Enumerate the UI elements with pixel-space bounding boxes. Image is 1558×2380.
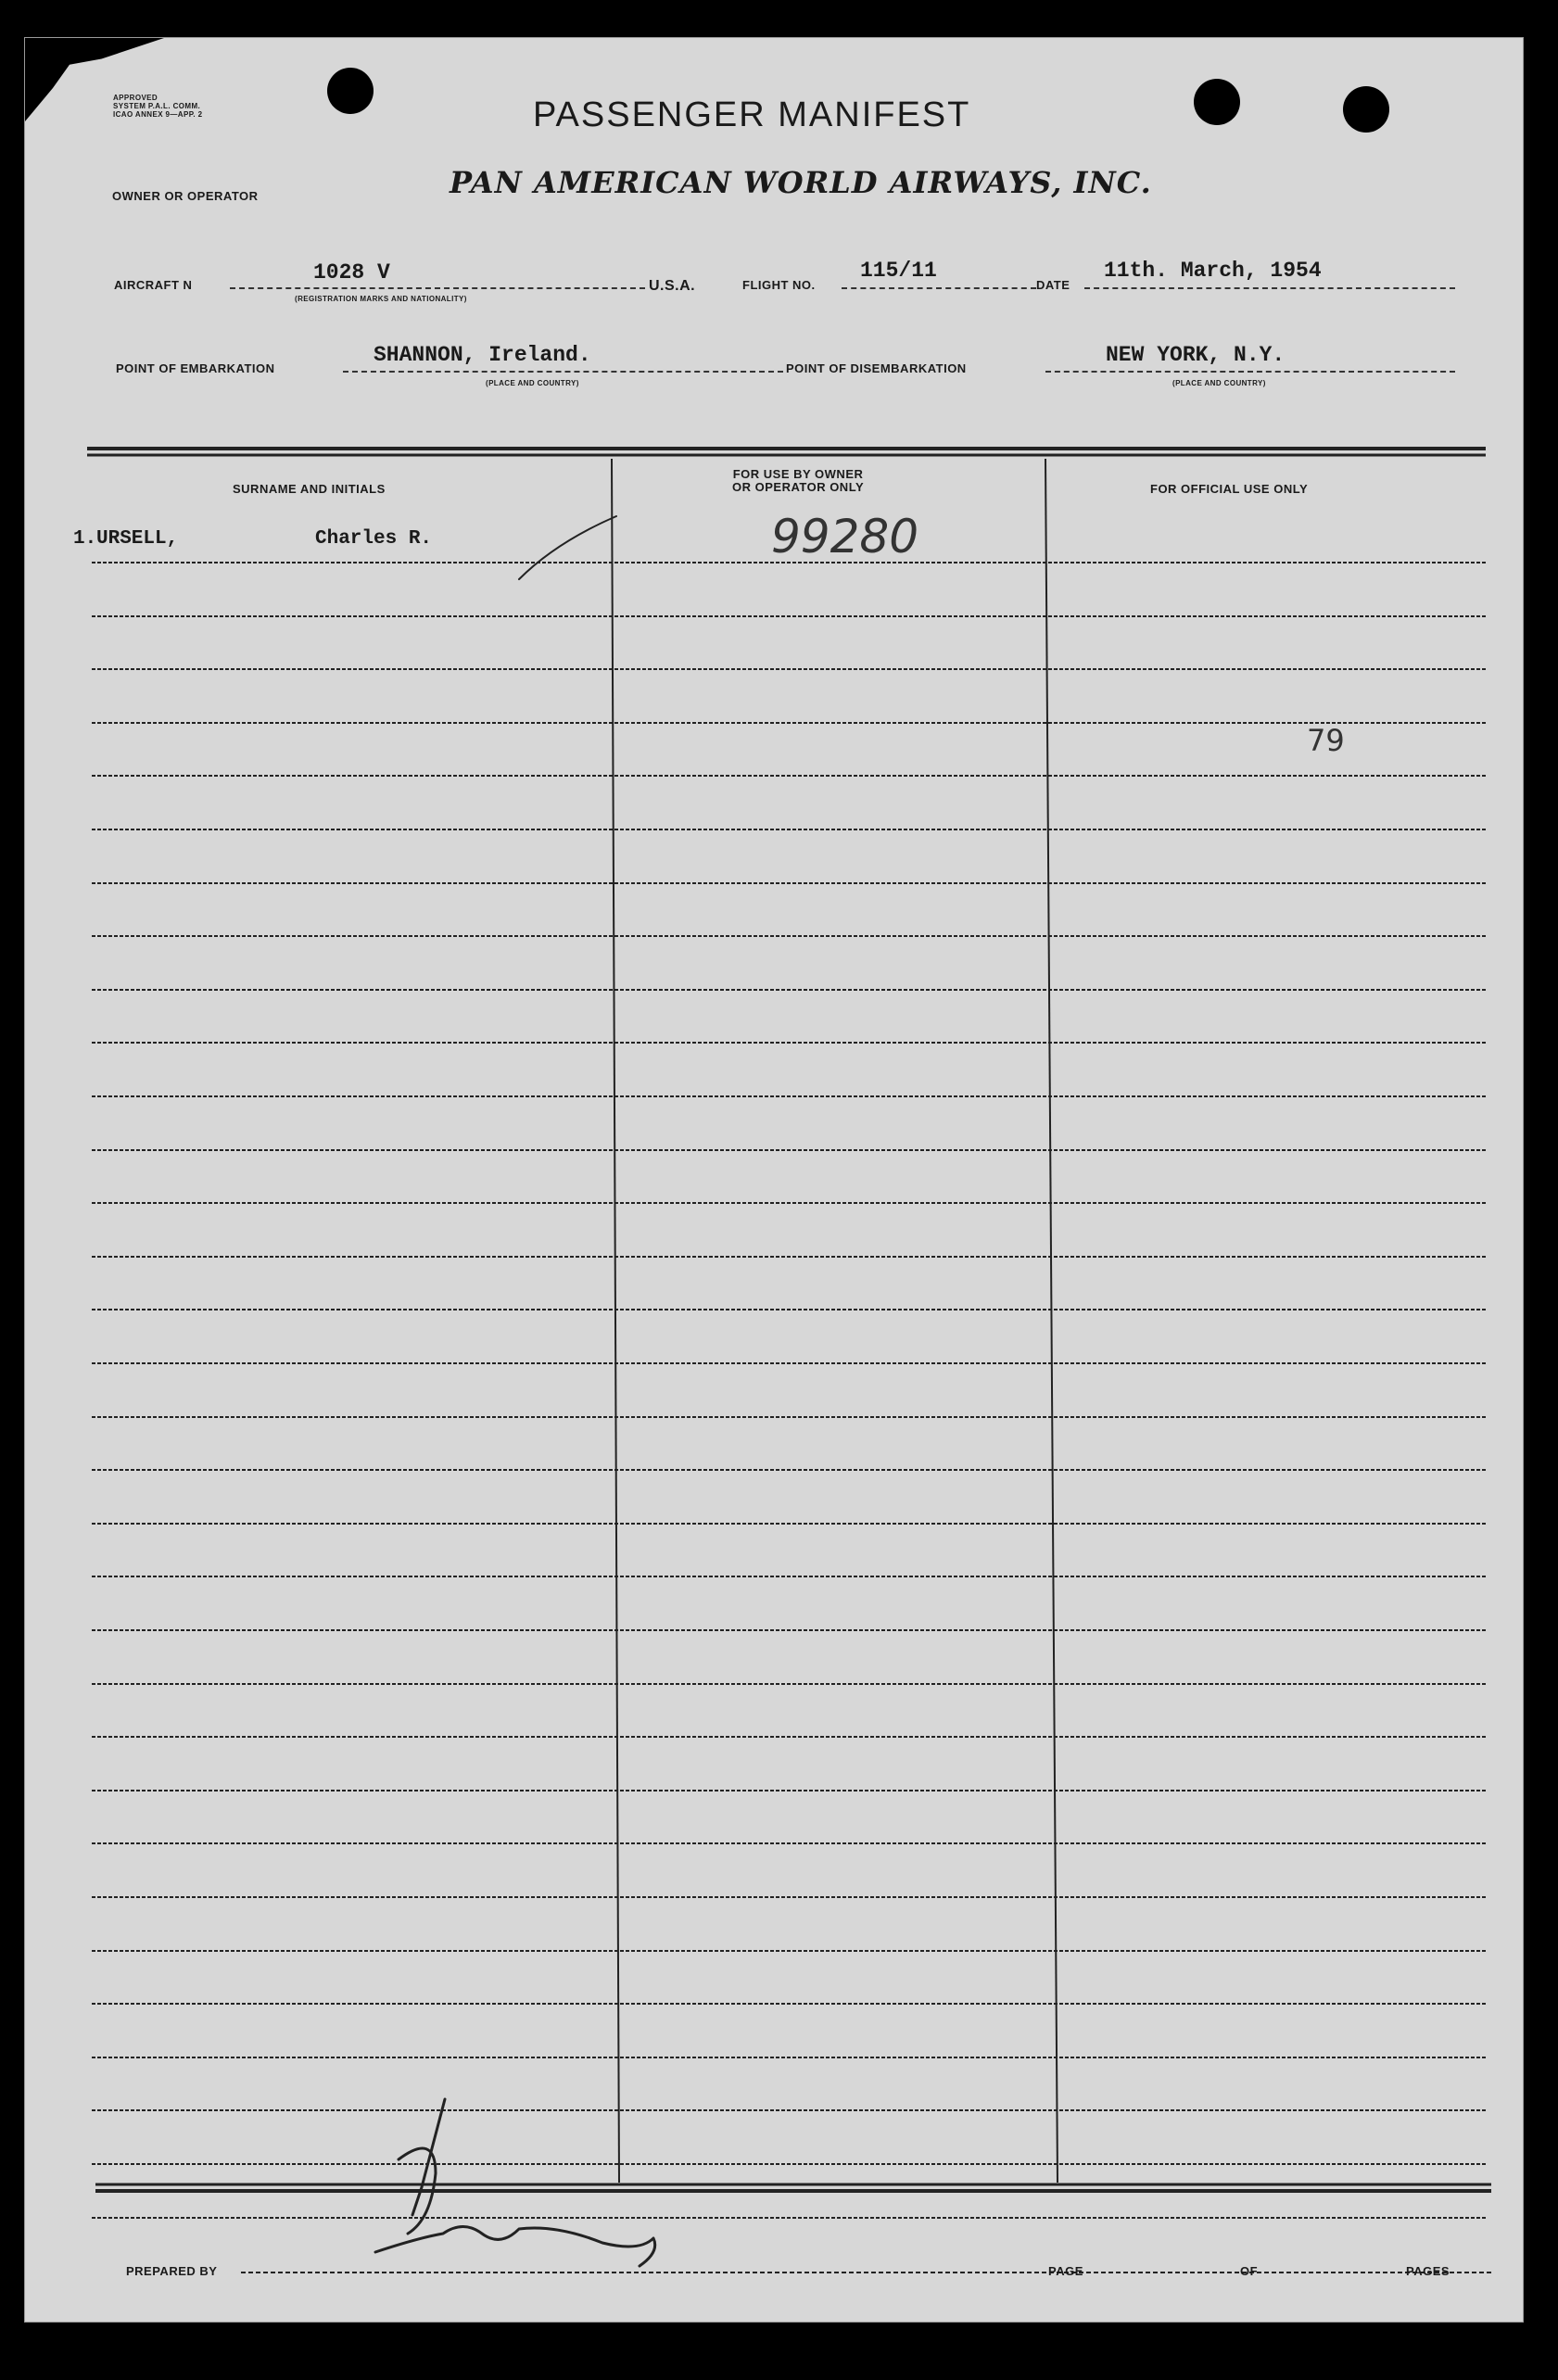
row-number: 1.: [73, 528, 97, 550]
flight-label: FLIGHT NO.: [742, 278, 816, 292]
embark-label: POINT OF EMBARKATION: [116, 361, 275, 375]
date-value: 11th. March, 1954: [1104, 259, 1322, 283]
approval-line: APPROVED: [113, 94, 158, 102]
disembark-value: NEW YORK, N.Y.: [1106, 343, 1286, 367]
disembark-label: POINT OF DISEMBARKATION: [786, 361, 967, 375]
country-label: U.S.A.: [649, 278, 696, 294]
embark-caption: (PLACE AND COUNTRY): [486, 379, 579, 387]
col-header-owner-line: OR OPERATOR ONLY: [732, 480, 865, 494]
aircraft-value: 1028 V: [313, 260, 390, 285]
signature-scrawl: [375, 2099, 655, 2266]
aircraft-label: AIRCRAFT N: [114, 278, 193, 292]
column-divider: [1045, 459, 1058, 2183]
owner-note: 99280: [771, 510, 919, 563]
date-label: DATE: [1036, 278, 1070, 292]
disembark-caption: (PLACE AND COUNTRY): [1172, 379, 1266, 387]
page-label: PAGE: [1048, 2264, 1083, 2278]
flight-value: 115/11: [860, 259, 937, 283]
embark-value: SHANNON, Ireland.: [374, 343, 591, 367]
approval-line: SYSTEM P.A.L. COMM.: [113, 102, 201, 110]
owner-label: OWNER OR OPERATOR: [112, 189, 259, 203]
approval-line: ICAO ANNEX 9—APP. 2: [113, 110, 203, 119]
of-label: OF: [1240, 2264, 1259, 2278]
page-title: PASSENGER MANIFEST: [533, 95, 971, 134]
passenger-surname: URSELL,: [96, 528, 179, 550]
pages-label: PAGES: [1406, 2264, 1450, 2278]
check-mark: [519, 516, 616, 579]
passenger-initials: Charles R.: [315, 528, 433, 550]
column-divider: [612, 459, 619, 2183]
col-header-owner-line: FOR USE BY OWNER: [732, 467, 864, 481]
operator-name: PAN AMERICAN WORLD AIRWAYS, INC.: [450, 165, 1152, 200]
prepared-by-label: PREPARED BY: [126, 2264, 218, 2278]
registration-caption: (REGISTRATION MARKS AND NATIONALITY): [295, 295, 467, 303]
col-header-surname: SURNAME AND INITIALS: [233, 482, 386, 496]
col-header-official: FOR OFFICIAL USE ONLY: [1150, 482, 1309, 496]
margin-note: 79: [1307, 723, 1345, 758]
